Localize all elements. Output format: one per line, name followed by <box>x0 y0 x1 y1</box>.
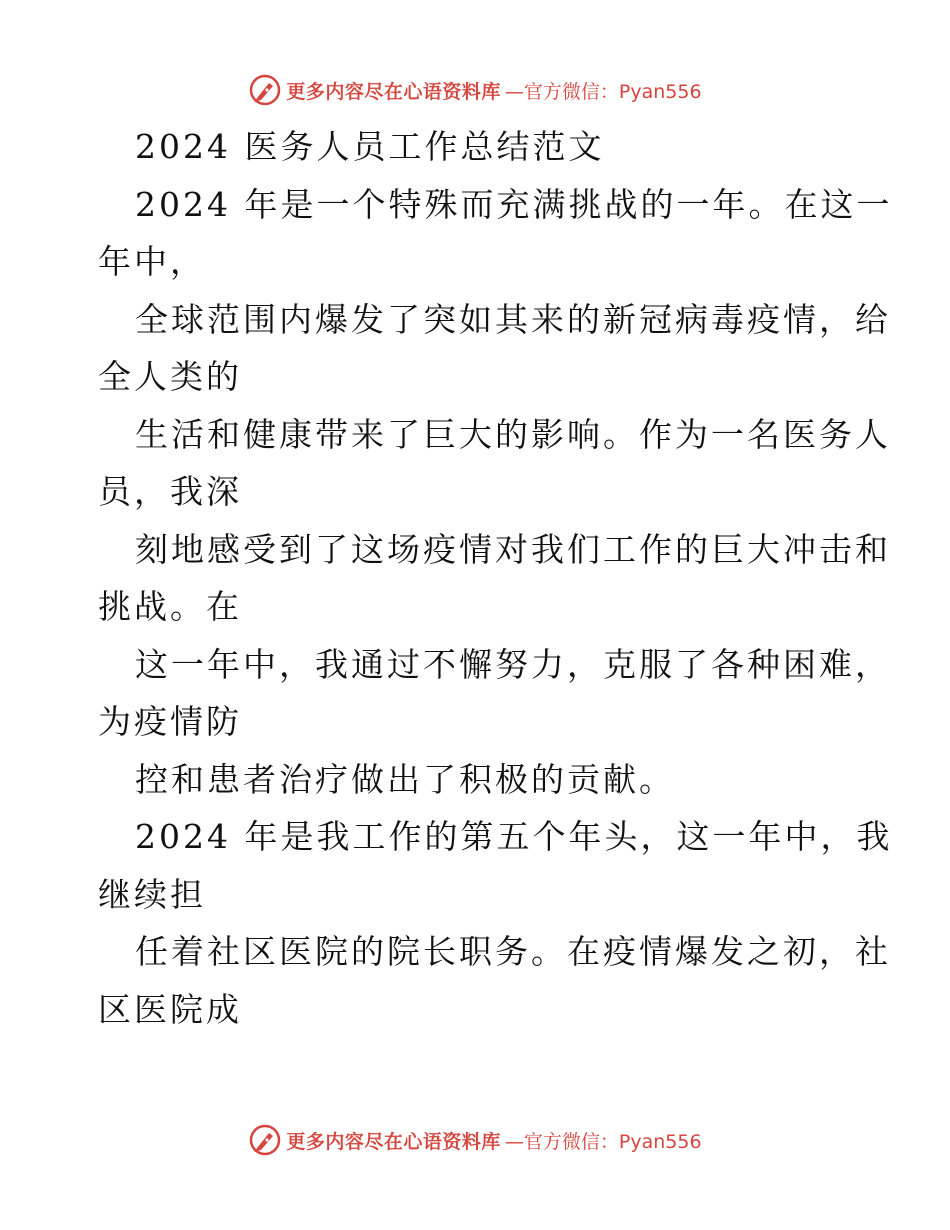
text-line: 全球范围内爆发了突如其来的新冠病毒疫情，给 <box>135 299 891 339</box>
banner-site-text: 更多内容尽在心语资料库 <box>286 80 501 103</box>
pen-nib-logo-icon <box>248 73 282 107</box>
text-line: 控和患者治疗做出了积极的贡献。 <box>135 759 675 799</box>
banner-wechat-label: —官方微信：Pyan556 <box>504 1130 702 1153</box>
banner-site-text: 更多内容尽在心语资料库 <box>286 1130 501 1153</box>
text-line: 生活和健康带来了巨大的影响。作为一名医务人 <box>135 414 891 454</box>
banner-wechat-label: —官方微信：Pyan556 <box>504 80 702 103</box>
text-line: 为疫情防 <box>98 702 242 741</box>
pen-nib-logo-icon <box>248 1123 282 1157</box>
text-line: 员，我深 <box>98 472 242 511</box>
text-line: 2024 年是一个特殊而充满挑战的一年。在这一 <box>135 184 893 224</box>
text-line: 区医院成 <box>98 989 242 1029</box>
text-line: 继续担 <box>98 874 206 914</box>
text-line: 挑战。在 <box>98 587 242 626</box>
text-line: 全人类的 <box>98 357 242 396</box>
footer-banner <box>0 1122 950 1158</box>
text-line: 2024 年是我工作的第五个年头，这一年中，我 <box>135 817 893 856</box>
text-line: 任着社区医院的院长职务。在疫情爆发之初，社 <box>135 932 891 971</box>
text-line: 刻地感受到了这场疫情对我们工作的巨大冲击和 <box>135 529 891 569</box>
document-body <box>98 118 898 1038</box>
text-line: 这一年中，我通过不懈努力，克服了各种困难， <box>135 644 891 684</box>
document-title: 2024 医务人员工作总结范文 <box>135 127 605 166</box>
header-banner <box>0 72 950 108</box>
text-line: 年中， <box>98 242 206 281</box>
